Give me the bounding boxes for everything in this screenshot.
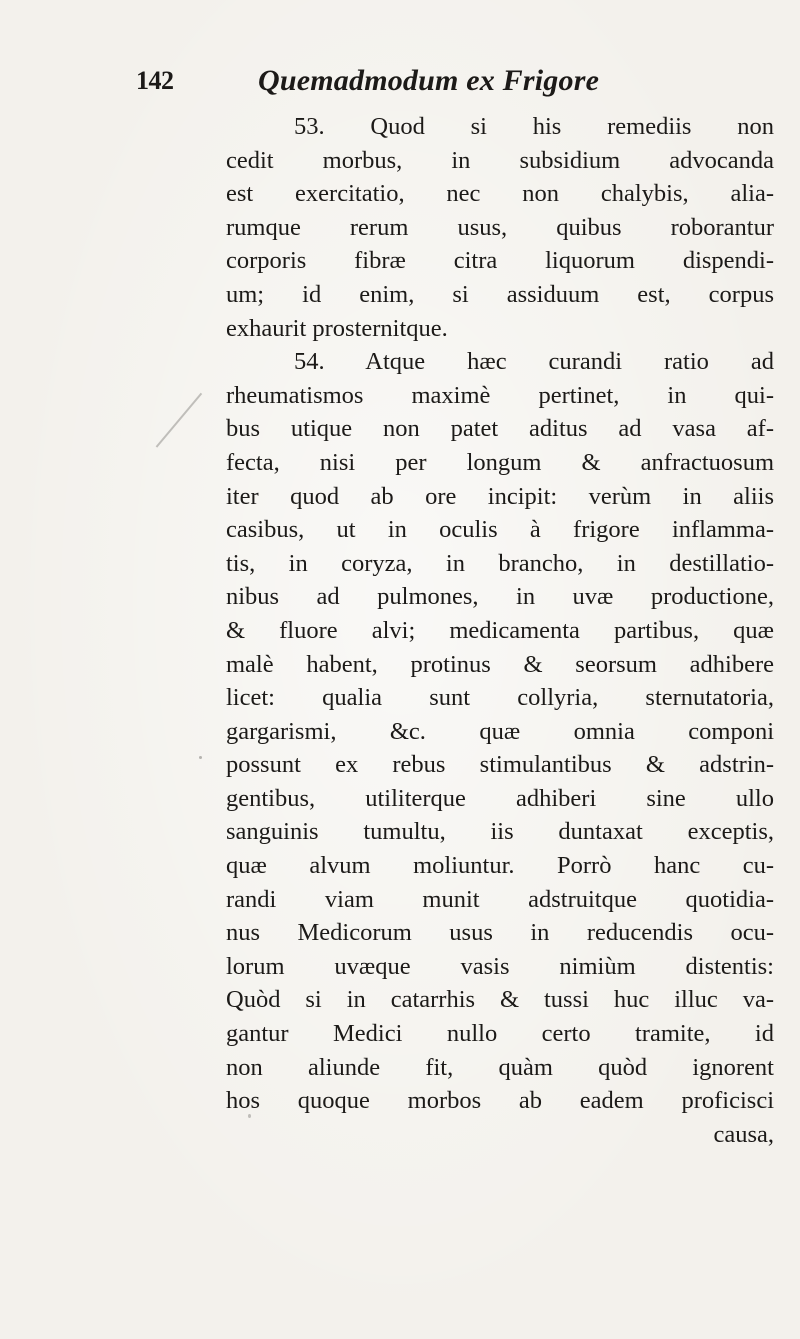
text-line: casibus, ut in oculis à frigore inflamma- [226,516,774,544]
text-line: gantur Medici nullo certo tramite, id [226,1020,774,1048]
text-line: cedit morbus, in subsidium advocanda [226,146,774,174]
text-line: fecta, nisi per longum & anfractuosum [226,448,774,476]
page-header [0,66,800,106]
page-number: 142 [136,66,174,95]
running-head: Quemadmodum ex Frigore [258,64,600,97]
text-line: est exercitatio, nec non chalybis, alia- [226,180,774,208]
text-line: iter quod ab ore incipit: verùm in aliis [226,482,774,510]
text-line: licet: qualia sunt collyria, sternutatoria, [226,684,774,712]
text-line: sanguinis tumultu, iis duntaxat exceptis, [226,818,774,846]
text-line: Quòd si in catarrhis & tussi huc illuc va- [226,986,774,1014]
margin-stroke [156,393,202,448]
text-line: exhaurit prosternitque. [226,314,448,342]
catchword: causa, [713,1120,774,1148]
text-line: um; id enim, si assiduum est, corpus [226,280,774,308]
text-line: malè habent, protinus & seorsum adhibere [226,650,774,678]
margin-dot [199,756,202,759]
text-line: nibus ad pulmones, in uvæ productione, [226,583,774,611]
text-line: nus Medicorum usus in reducendis ocu- [226,919,774,947]
text-line: tis, in coryza, in brancho, in destillatio- [226,549,774,577]
text-line: rumque rerum usus, quibus roborantur [226,213,774,241]
text-line: non aliunde fit, quàm quòd ignorent [226,1053,774,1081]
text-line: hos quoque morbos ab eadem proficisci [226,1087,774,1115]
text-line: possunt ex rebus stimulantibus & adstrin- [226,751,774,779]
text-line: quæ alvum moliuntur. Porrò hanc cu- [226,852,774,880]
text-line: gentibus, utiliterque adhiberi sine ullo [226,784,774,812]
text-line: 53. Quod si his remediis non [294,113,774,140]
text-line: gargarismi, &c. quæ omnia componi [226,717,774,745]
text-line: & fluore alvi; medicamenta partibus, quæ [226,616,774,644]
body-text [226,110,774,1151]
text-line: randi viam munit adstruitque quotidia- [226,885,774,913]
margin-dot [248,1114,251,1118]
text-line: lorum uvæque vasis nimiùm distentis: [226,952,774,980]
text-line: corporis fibræ citra liquorum dispendi- [226,247,774,275]
text-line: rheumatismos maximè pertinet, in qui- [226,381,774,409]
text-line: bus utique non patet aditus ad vasa af- [226,415,774,443]
text-line: 54. Atque hæc curandi ratio ad [294,348,774,376]
